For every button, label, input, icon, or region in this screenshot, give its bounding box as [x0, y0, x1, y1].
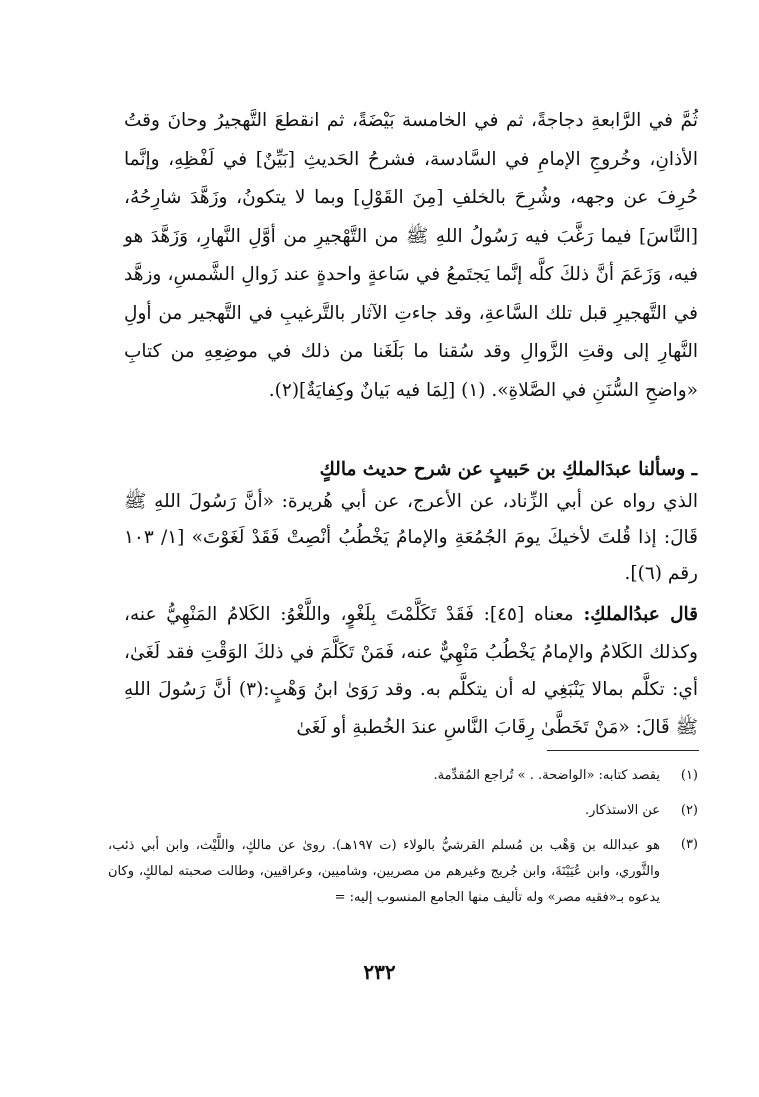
footnote-text: هو عبدالله بن وَهْب بن مُسلم القرشيُّ بالولاء (ت ١٩٧هـ). روىٰ عن مالكٍ، واللَّيْث، وابن أبي ذئب، والثَّوري، وابن عُيَيْنَةَ، وابن جُريج وغيرهم من مصريين، وشاميين، وعراقيين، وطالت صحبته لمالكٍ، وكان يدعوه بـ«فقيه مصر» وله تأليف منها الجامع المنسوب إليه: =	[108, 838, 660, 905]
footnote-number: (٢)	[680, 802, 698, 818]
section-heading: ـ وسألنا عبدَالملكِ بن حَبيبٍ عن شرح حديث مالكٍ	[319, 459, 697, 480]
footnote-separator	[547, 750, 699, 751]
footnote-1	[108, 764, 698, 789]
hadith-paragraph: الذي رواه عن أبي الزِّناد، عن الأعرج، عن أبي هُريرة: «أنَّ رَسُولَ اللهِ ﷺ قَالَ: إذا قُلتَ لأخيكَ يومَ الجُمُعَةِ والإمامُ يَخْطُبُ أنْصِتْ فَقَدْ لَغَوْتَ» [١/ ١٠٣ رقم (٦)].	[124, 491, 699, 584]
footnote-number: (١)	[680, 768, 698, 783]
main-paragraph: ثُمَّ في الرَّابعةِ دجاجةً، ثم في الخامسة بَيْضَةً، ثم انقطعَ التَّهجيرُ وحانَ وقتُ الأذانِ، وخُروجِ الإمامِ في السَّادسة، فشرحُ الحَديثِ [بَيِّنٌ] في لَفْظِهِ، وإنَّما حُرِفَ عن وجهه، وشُرِحَ بالخلفِ [مِنَ القَوْلِ] وبما لا يتكونُ، وزَهَّدَ شارِحُهُ، [النَّاسَ] فيما رَغَّبَ فيه رَسُولُ اللهِ ﷺ من التَّهْجيرِ من أوَّلِ النَّهارِ، وَزَهَّدَ هو فيه، وَزَعَمَ أنَّ ذلكَ كلَّه إنَّما يَجتَمعُ في سَاعةٍ واحدةٍ عند زَوالِ الشَّمسِ، وزهَّد في التَّهجيرِ قبل تلك السَّاعةِ، وقد جاءتِ الآثار بالتَّرغيبِ في التَّهجير من أولِ النَّهارِ إلى وقتِ الزَّوالِ وقد سُقنا ما بَلَغَنا من ذلك في موضِعِهِ من كتابِ «واضحِ السُّنَنِ في الصَّلاةِ». (١) [لِمَا فيه بَيانٌ وكِفايَةٌ](٢).	[124, 110, 698, 401]
hadith-text-block	[124, 484, 698, 592]
commentary-text: معناه [٤٥]: فَقَدْ تَكَلَّمْتَ بِلَغْوٍ، واللَّغْوُ: الكَلامُ المَنْهِيُّ عنه، وكذلك الكَلامُ والإمامُ يَخْطُبُ مَنْهِيٌّ عنه، فَمَنْ تَكَلَّمَ في ذلكَ الوَقْتِ فقد لَغَىٰ، أي: تكلَّم بمالا يَنْبَغِي له أن يتكلَّم به. وقد رَوَىٰ ابنُ وَهْبٍ:(٣) أنَّ رَسُولَ اللهِ ﷺ قَالَ: «مَنْ تَخَطَّىٰ رِقَابَ النَّاسِ عندَ الخُطبةِ أو لَغَىٰ	[124, 604, 698, 738]
footnote-number: (٣)	[680, 837, 698, 852]
page-number: ٢٣٢	[363, 960, 396, 984]
footnotes	[108, 764, 698, 921]
footnote-text: يقصد كتابه: «الواضحة. . » تُراجع المُقدِّمة.	[433, 768, 660, 783]
footnote-text: عن الاستذكار.	[584, 802, 660, 818]
commentary-paragraph	[124, 596, 698, 746]
footnote-2	[108, 799, 698, 824]
footnote-3	[108, 833, 698, 911]
commentary-text-block	[124, 596, 698, 746]
main-text-block	[124, 102, 698, 410]
commentary-label: قال عبدُالملكِ:	[583, 604, 698, 625]
